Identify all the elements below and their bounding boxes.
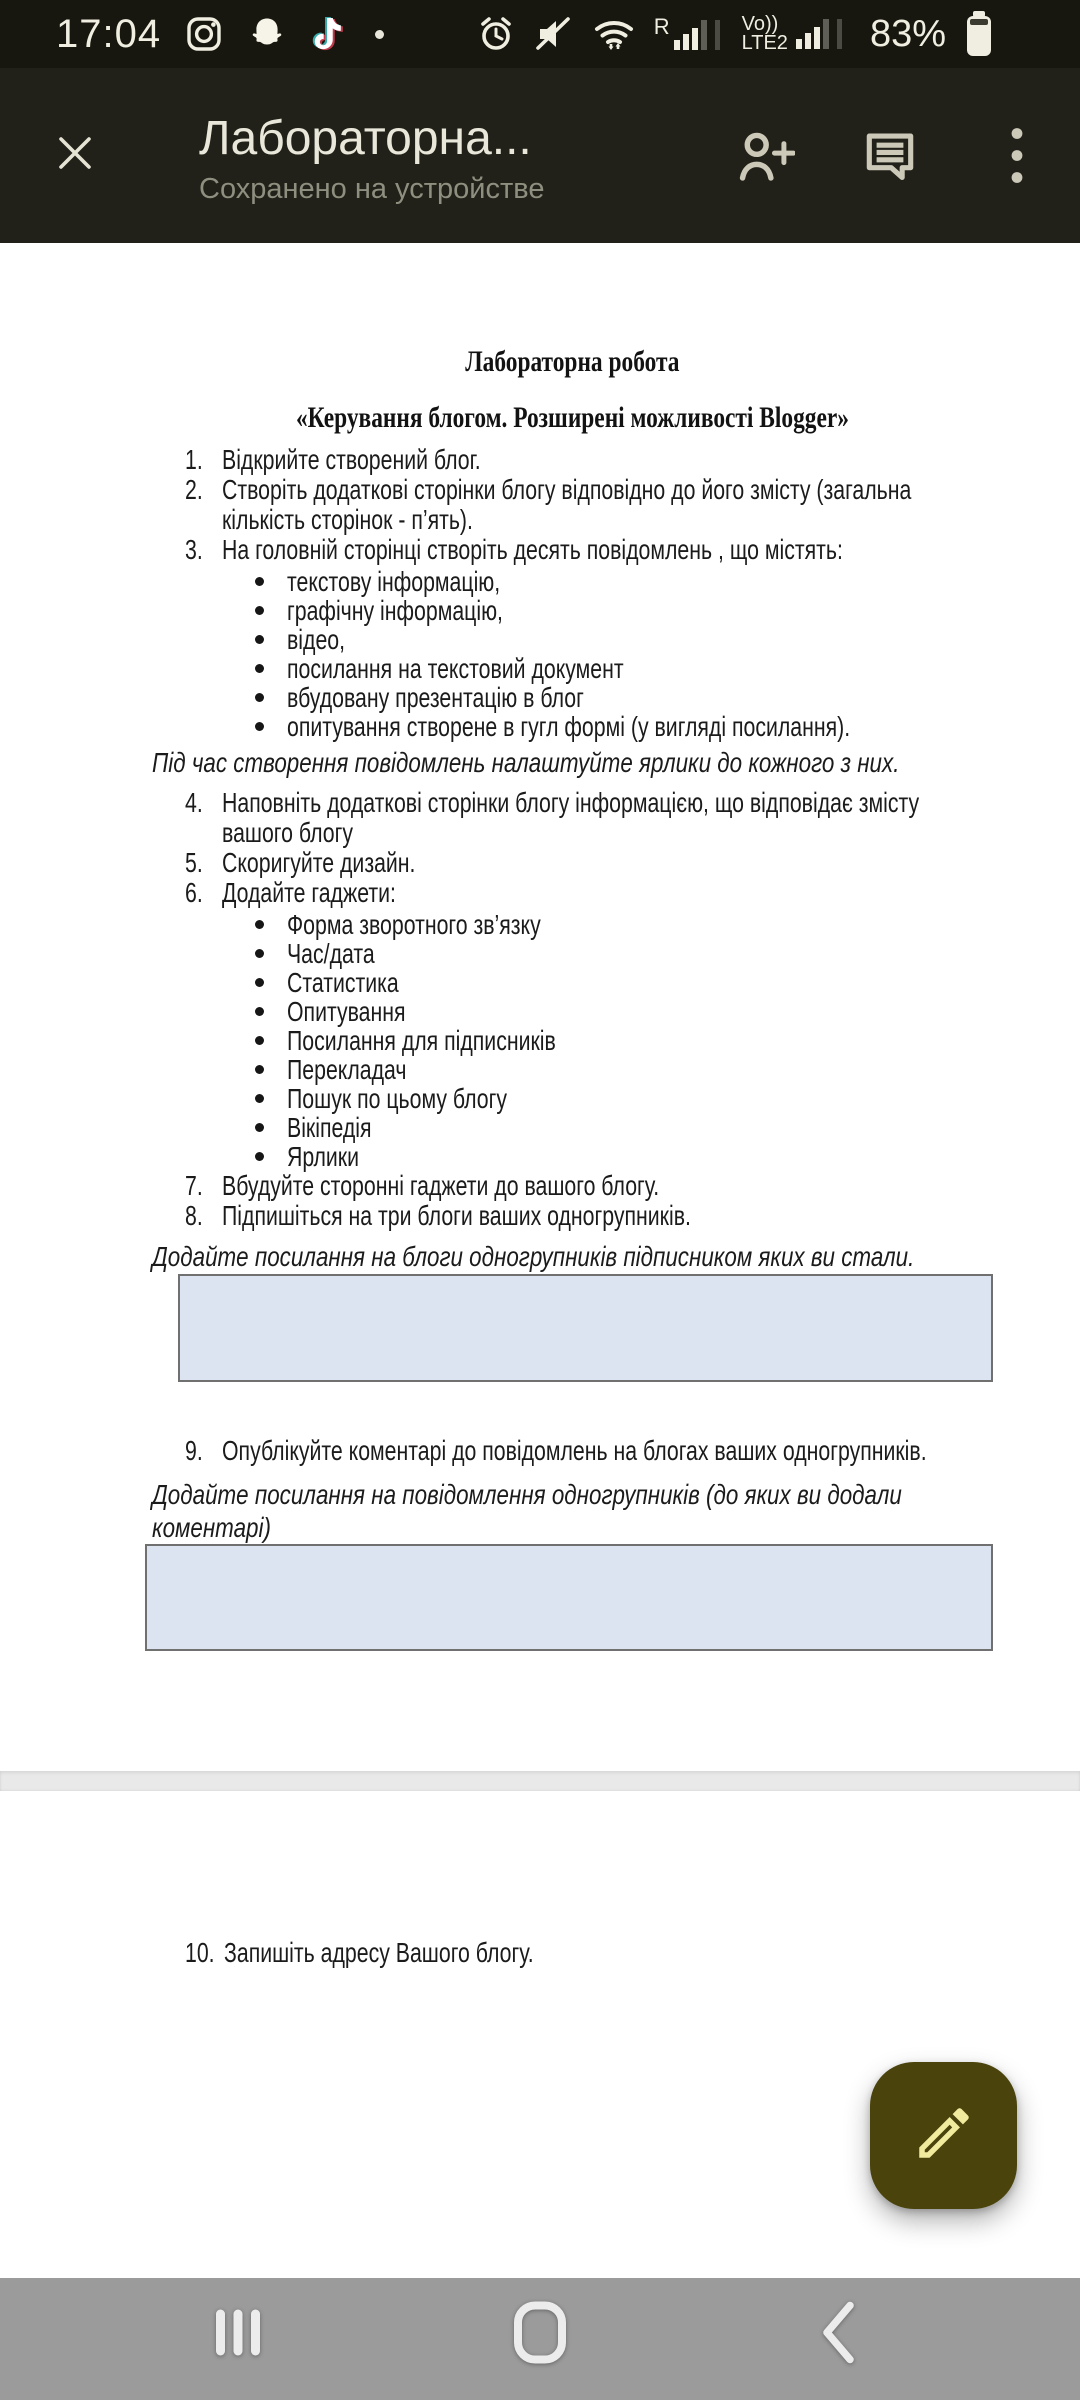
snapchat-notification-icon bbox=[247, 15, 287, 53]
list-number bbox=[185, 1938, 224, 1968]
status-bar bbox=[0, 0, 1080, 68]
bullet-text: Посилання для підписників bbox=[287, 1025, 556, 1056]
bullet-text: Пошук по цьому блогу bbox=[287, 1083, 507, 1114]
bullet-text: опитування створене в гугл формі (у вигляді посилання). bbox=[287, 711, 851, 742]
list-number-text: 1. bbox=[185, 444, 203, 475]
list-item-text: Додайте гаджети: bbox=[222, 877, 396, 908]
recents-button[interactable] bbox=[214, 2308, 262, 2363]
list-number-text: 5. bbox=[185, 847, 203, 878]
list-number bbox=[185, 1436, 222, 1466]
text-line: Створіть додаткові сторінки блогу відповідно до його змісту (загальна bbox=[222, 474, 912, 505]
bullet-item bbox=[150, 1026, 995, 1055]
signal-sim1 bbox=[654, 16, 724, 52]
app-bar bbox=[0, 68, 1080, 243]
volte-label bbox=[742, 15, 788, 53]
bullet-text: текстову інформацію, bbox=[287, 566, 501, 597]
list-number-text: 6. bbox=[185, 877, 203, 908]
list-number bbox=[185, 788, 222, 818]
close-icon bbox=[53, 131, 97, 180]
list-item-text: Запишіть адресу Вашого блогу. bbox=[223, 1937, 534, 1968]
bullet-text: Форма зворотного зв’язку bbox=[287, 909, 541, 940]
bullet-item bbox=[150, 567, 995, 596]
page-break bbox=[0, 1771, 1080, 1791]
bullet-item bbox=[150, 1142, 995, 1171]
pencil-icon bbox=[911, 2100, 977, 2171]
list-item-text: Опублікуйте коментарі до повідомлень на блогах ваших одногрупників. bbox=[222, 1435, 927, 1466]
person-add-icon bbox=[735, 130, 795, 187]
mute-icon bbox=[534, 14, 574, 54]
list-number-text: 8. bbox=[185, 1200, 203, 1231]
battery-percent: 83% bbox=[869, 12, 946, 55]
doc-subtitle bbox=[150, 399, 995, 437]
list-number bbox=[185, 535, 222, 565]
list-number bbox=[185, 848, 222, 878]
home-icon bbox=[513, 2352, 567, 2369]
roaming-badge: R bbox=[653, 14, 670, 39]
list-item-9 bbox=[150, 1436, 995, 1466]
list-number bbox=[185, 878, 222, 908]
bullet-dot bbox=[255, 577, 264, 586]
answer-box-2[interactable] bbox=[145, 1544, 993, 1651]
comments-button[interactable] bbox=[862, 128, 918, 189]
bullet-text: Перекладач bbox=[287, 1054, 407, 1085]
android-nav-bar bbox=[0, 2278, 1080, 2400]
bullet-dot bbox=[255, 693, 264, 702]
list-item-text: Вбудуйте сторонні гаджети до вашого блогу. bbox=[222, 1170, 660, 1201]
bullet-item bbox=[150, 712, 995, 741]
bullet-text: Опитування bbox=[287, 996, 406, 1027]
bullet-dot bbox=[255, 1123, 264, 1132]
note-follow bbox=[152, 1241, 995, 1272]
instagram-notification-icon bbox=[185, 15, 223, 53]
alarm-icon bbox=[476, 14, 516, 54]
bullet-text: Статистика bbox=[287, 967, 399, 998]
edit-fab-button[interactable] bbox=[870, 2062, 1017, 2209]
bullet-dot bbox=[255, 635, 264, 644]
bullet-item bbox=[150, 968, 995, 997]
list-item-text bbox=[222, 475, 1080, 535]
bullet-item bbox=[150, 997, 995, 1026]
list-item-4 bbox=[150, 788, 995, 848]
tiktok-notification-icon bbox=[311, 15, 345, 53]
three-dots-icon bbox=[1010, 126, 1024, 191]
note-comments bbox=[152, 1478, 995, 1544]
list-item-2 bbox=[150, 475, 995, 535]
list-number-text: 2. bbox=[185, 474, 203, 505]
volte-text: Vo)) bbox=[741, 13, 779, 35]
note-text: Додайте посилання на блоги одногрупників підписником яких ви стали. bbox=[152, 1241, 915, 1272]
doc-subtitle-text: «Керування блогом. Розширені можливості Blogger» bbox=[296, 401, 849, 434]
clock-time: 17:04 bbox=[56, 11, 162, 56]
bullet-item bbox=[150, 625, 995, 654]
bullet-dot bbox=[255, 920, 264, 929]
bullet-list-posts bbox=[150, 567, 995, 741]
text-line: кількість сторінок - п’ять). bbox=[222, 504, 473, 535]
list-item-text bbox=[222, 788, 1080, 848]
bullet-dot bbox=[255, 1036, 264, 1045]
list-number bbox=[185, 1171, 222, 1201]
answer-box-1[interactable] bbox=[178, 1274, 993, 1382]
home-button[interactable] bbox=[513, 2301, 567, 2370]
comment-icon bbox=[862, 128, 918, 189]
signal-sim2 bbox=[742, 15, 846, 53]
list-number-text: 9. bbox=[185, 1435, 203, 1466]
text-line: вашого блогу bbox=[222, 817, 353, 848]
bullet-dot bbox=[255, 722, 264, 731]
status-bar-right bbox=[476, 10, 1080, 58]
battery-icon bbox=[964, 10, 994, 58]
list-item-text: Підпишіться на три блоги ваших одногрупників. bbox=[222, 1200, 691, 1231]
close-button[interactable] bbox=[52, 132, 98, 178]
bullet-item bbox=[150, 654, 995, 683]
list-number-text: 7. bbox=[185, 1170, 203, 1201]
list-number-text: 3. bbox=[185, 534, 203, 565]
list-item-6 bbox=[150, 878, 995, 908]
bullet-text: Час/дата bbox=[287, 938, 375, 969]
bullet-dot bbox=[255, 664, 264, 673]
note-text: коментарі) bbox=[152, 1512, 271, 1543]
list-number-text: 10. bbox=[185, 1937, 215, 1968]
list-item-8 bbox=[150, 1201, 995, 1231]
more-notifications-dot bbox=[375, 30, 384, 39]
bullet-item bbox=[150, 1113, 995, 1142]
list-item-1 bbox=[150, 445, 995, 475]
bullet-item bbox=[150, 939, 995, 968]
status-bar-left bbox=[0, 12, 384, 57]
bullet-text: посилання на текстовий документ bbox=[287, 653, 624, 684]
text-line: Наповніть додаткові сторінки блогу інформацією, що відповідає змісту bbox=[222, 787, 920, 818]
bullet-dot bbox=[255, 978, 264, 987]
bullet-text: відео, bbox=[287, 624, 346, 655]
share-add-people-button[interactable] bbox=[735, 130, 795, 187]
bullet-text: вбудовану презентацію в блог bbox=[287, 682, 584, 713]
wifi-icon bbox=[592, 14, 636, 54]
network-text: LTE2 bbox=[741, 32, 788, 54]
list-number bbox=[185, 1201, 222, 1231]
list-number bbox=[185, 445, 222, 475]
bullet-list-gadgets bbox=[150, 910, 995, 1171]
bullet-text: Ярлики bbox=[287, 1141, 359, 1172]
save-status: Сохранено на устройстве bbox=[199, 173, 545, 205]
bullet-item bbox=[150, 683, 995, 712]
document-title-truncated: Лабораторна... bbox=[199, 112, 532, 165]
bullet-dot bbox=[255, 1065, 264, 1074]
list-item-text: Скоригуйте дизайн. bbox=[222, 847, 416, 878]
doc-title bbox=[150, 343, 995, 381]
bullet-dot bbox=[255, 1094, 264, 1103]
app-bar-titles bbox=[199, 110, 544, 208]
document-page-1 bbox=[0, 243, 1080, 1771]
overflow-menu-button[interactable] bbox=[1010, 126, 1024, 191]
bullet-item bbox=[150, 596, 995, 625]
list-number-text: 4. bbox=[185, 787, 203, 818]
note-text: Під час створення повідомлень налаштуйте ярлики до кожного з них. bbox=[152, 747, 900, 778]
bullet-item bbox=[150, 1055, 995, 1084]
bullet-text: Вікіпедія bbox=[287, 1112, 372, 1143]
list-item-3 bbox=[150, 535, 995, 565]
bullet-dot bbox=[255, 1007, 264, 1016]
doc-title-text: Лабораторна робота bbox=[465, 345, 680, 378]
list-number bbox=[185, 475, 222, 505]
bullet-text: графічну інформацію, bbox=[287, 595, 503, 626]
list-item-10 bbox=[150, 1938, 995, 1968]
bullet-dot bbox=[255, 949, 264, 958]
bullet-dot bbox=[255, 606, 264, 615]
bullet-item bbox=[150, 1084, 995, 1113]
list-item-5 bbox=[150, 848, 995, 878]
back-icon bbox=[820, 2352, 856, 2369]
bullet-item bbox=[150, 910, 995, 939]
back-button[interactable] bbox=[820, 2301, 856, 2370]
bullet-dot bbox=[255, 1152, 264, 1161]
list-item-7 bbox=[150, 1171, 995, 1201]
note-labels bbox=[152, 747, 995, 778]
recents-icon bbox=[214, 2345, 262, 2362]
note-text: Додайте посилання на повідомлення одногрупників (до яких ви додали bbox=[152, 1479, 902, 1510]
list-item-text: На головній сторінці створіть десять повідомлень , що містять: bbox=[222, 534, 843, 565]
list-item-text: Відкрийте створений блог. bbox=[222, 444, 481, 475]
